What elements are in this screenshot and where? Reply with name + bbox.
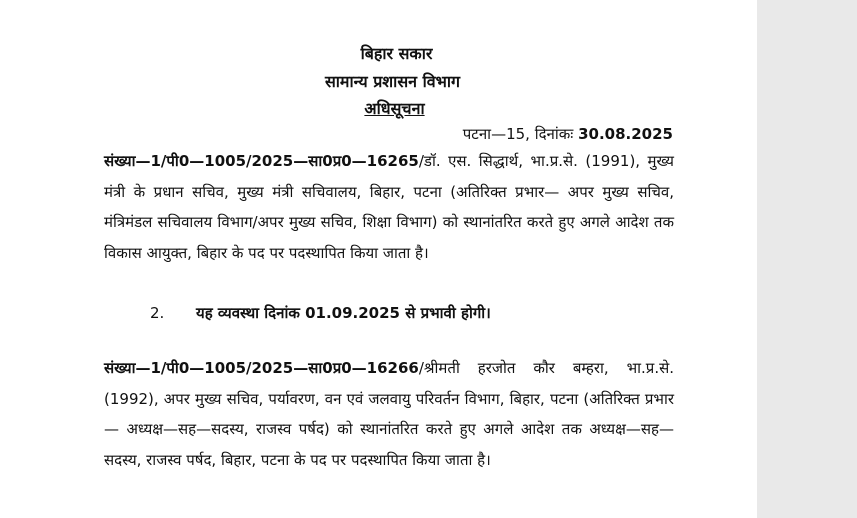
item-2-number: 2. <box>150 304 165 322</box>
header-state: बिहार सकार <box>360 44 433 63</box>
notice-2-reference: संख्या—1/पी0—1005/2025—सा0प्र0—16266 <box>104 359 419 377</box>
item-2 <box>150 303 491 323</box>
header-department: सामान्य प्रशासन विभाग <box>324 72 461 91</box>
right-margin-strip <box>757 0 857 518</box>
notice-paragraph-2 <box>104 353 674 475</box>
notice-2-body: /श्रीमती हरजोत कौर बम्हरा, भा.प्र.से.(1992), अपर मुख्य सचिव, पर्यावरण, वन एवं जलवायु परिवर्तन विभाग, बिहार, पटना (अतिरिक्त प्रभार— अध्यक्ष—सह—सदस्य, राजस्व पर्षद) को स्थानांतरित करते हुए अगले आदेश तक अध्यक्ष—सह—सदस्य, राजस्व पर्षद, बिहार, पटना के पद पर पदस्थापित किया जाता है। <box>104 359 674 469</box>
dateline-date: 30.08.2025 <box>578 125 673 143</box>
item-2-text: यह व्यवस्था दिनांक 01.09.2025 से प्रभावी होगी। <box>196 304 491 322</box>
notice-paragraph-1 <box>104 146 674 268</box>
dateline-prefix: पटना—15, दिनांकः <box>462 125 574 143</box>
header-notification-title: अधिसूचना <box>364 99 425 118</box>
notice-1-body: /डॉ. एस. सिद्धार्थ, भा.प्र.से. (1991), मुख्य मंत्री के प्रधान सचिव, मुख्य मंत्री सचिवालय, बिहार, पटना (अतिरिक्त प्रभार— अपर मुख्य सचिव, मंत्रिमंडल सचिवालय विभाग/अपर मुख्य सचिव, शिक्षा विभाग) को स्थानांतरित करते हुए अगले आदेश तक विकास आयुक्त, बिहार के पद पर पदस्थापित किया जाता है। <box>104 152 674 262</box>
dateline <box>463 124 673 144</box>
notice-1-reference: संख्या—1/पी0—1005/2025—सा0प्र0—16265 <box>104 152 419 170</box>
